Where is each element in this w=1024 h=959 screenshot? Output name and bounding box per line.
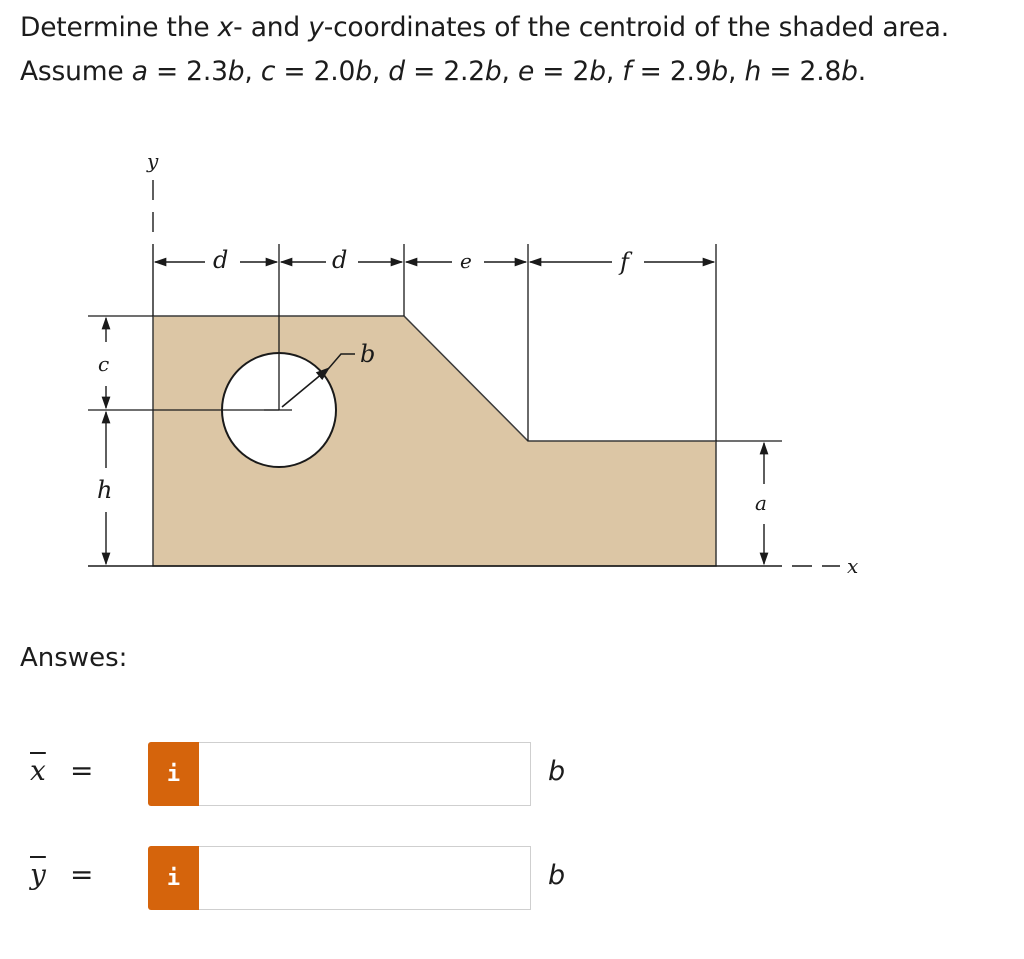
dim-f: f bbox=[620, 248, 629, 276]
x-axis-label: x bbox=[847, 554, 859, 578]
x-answer-input[interactable] bbox=[199, 742, 531, 806]
question-line-1: Determine the x- and y-coordinates of the centroid of the shaded area. bbox=[20, 12, 949, 43]
y-answer-input[interactable] bbox=[199, 846, 531, 910]
info-icon[interactable]: i bbox=[148, 846, 199, 910]
x-bar-symbol: $\overline{x}$ bbox=[30, 754, 46, 787]
answers-label: Answes: bbox=[20, 643, 128, 673]
x-unit: b bbox=[548, 756, 566, 787]
dim-e: e bbox=[460, 249, 472, 273]
dim-a: a bbox=[755, 491, 767, 515]
dim-b: b bbox=[360, 340, 376, 368]
y-axis-label: y bbox=[147, 149, 159, 173]
y-unit: b bbox=[548, 860, 566, 891]
dim-d1: d bbox=[213, 246, 229, 274]
answer-row-x bbox=[0, 742, 1024, 806]
equals-sign: = bbox=[70, 858, 94, 891]
info-icon[interactable]: i bbox=[148, 742, 199, 806]
dim-h: h bbox=[97, 476, 113, 504]
dim-d2: d bbox=[332, 246, 348, 274]
equals-sign: = bbox=[70, 754, 94, 787]
answer-row-y bbox=[0, 846, 1024, 910]
dim-c: c bbox=[98, 352, 110, 376]
y-bar-symbol: $\overline{y}$ bbox=[30, 858, 46, 891]
question-line-2: Assume a = 2.3b, c = 2.0b, d = 2.2b, e = 2b, f = 2.9b, h = 2.8b. bbox=[20, 56, 866, 87]
